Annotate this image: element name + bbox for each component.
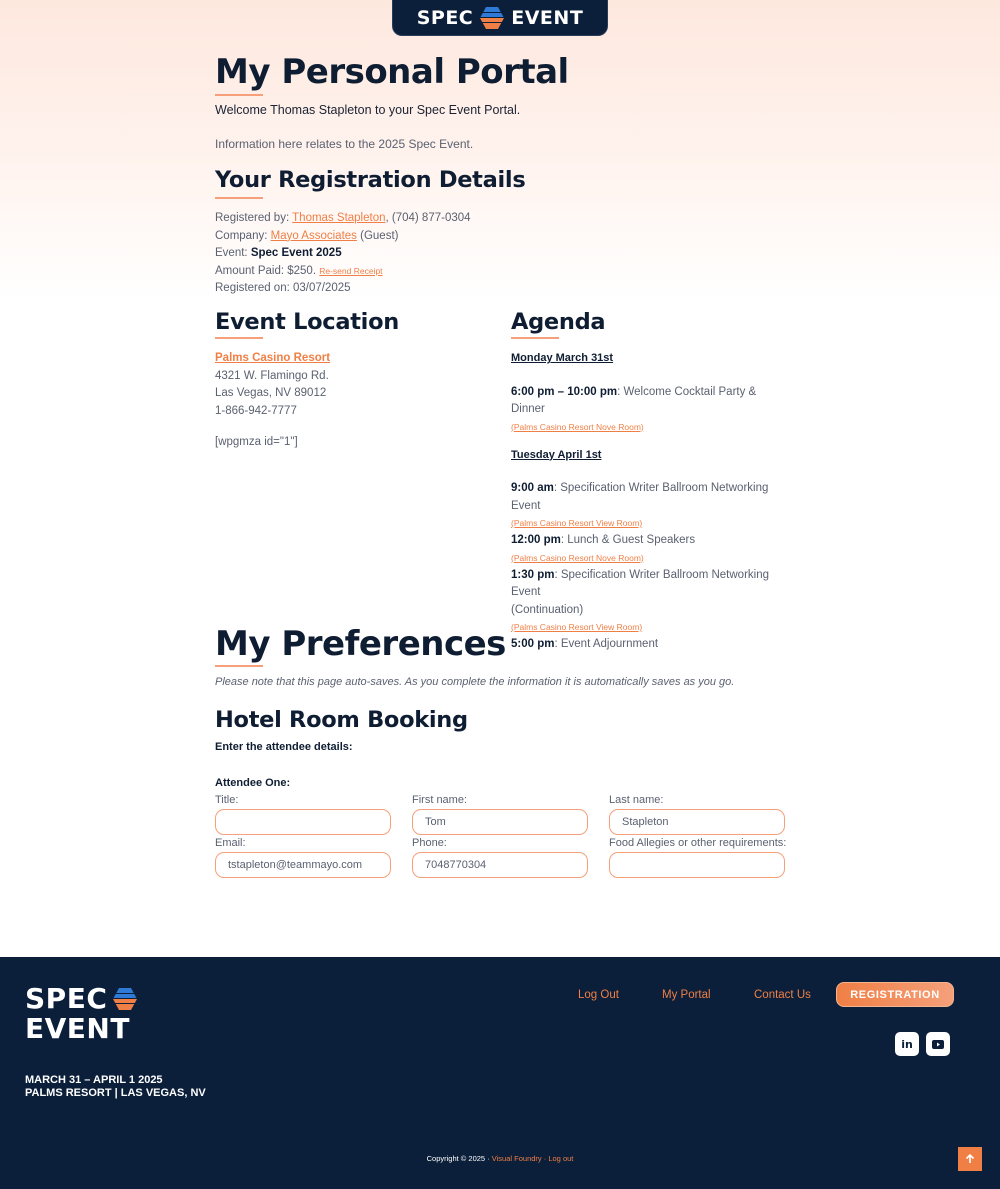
footer-logo-word-event: EVENT bbox=[25, 1012, 130, 1045]
hotel-booking-heading: Hotel Room Booking bbox=[215, 707, 468, 733]
agenda-underline bbox=[511, 337, 559, 339]
email-label: Email: bbox=[215, 837, 246, 849]
email-field[interactable] bbox=[215, 852, 391, 878]
room-link[interactable]: (Palms Casino Resort View Room) bbox=[511, 518, 643, 528]
last-name-field[interactable] bbox=[609, 809, 785, 835]
food-allergies-label: Food Allegies or other requirements: bbox=[609, 837, 787, 849]
page-title: My Personal Portal bbox=[215, 52, 569, 92]
location-underline bbox=[215, 337, 263, 339]
agenda-section bbox=[511, 308, 791, 654]
first-name-label: First name: bbox=[412, 794, 468, 806]
nav-log-out[interactable]: Log Out bbox=[578, 989, 619, 1001]
back-to-top-button[interactable] bbox=[958, 1147, 982, 1171]
registered-by-row: Registered by: Thomas Stapleton, (704) 877-0304 bbox=[215, 212, 471, 224]
registration-button[interactable]: REGISTRATION bbox=[836, 982, 954, 1007]
preferences-heading: My Preferences bbox=[215, 624, 506, 664]
autosave-note: Please note that this page auto-saves. As you complete the information it is automatically saves as you go. bbox=[215, 676, 735, 688]
header-logo[interactable] bbox=[392, 0, 608, 36]
logo-hexagon-icon bbox=[480, 6, 504, 30]
agenda-heading: Agenda bbox=[511, 309, 606, 335]
agenda-item: 12:00 pm: Lunch & Guest Speakers bbox=[511, 534, 696, 546]
room-link[interactable]: (Palms Casino Resort Nove Room) bbox=[511, 552, 644, 563]
food-allergies-field[interactable] bbox=[609, 852, 785, 878]
venue-address-1: 4321 W. Flamingo Rd. bbox=[215, 369, 329, 382]
event-location-section bbox=[215, 308, 495, 452]
location-heading: Event Location bbox=[215, 309, 399, 335]
attendee-label: Attendee One: bbox=[215, 777, 291, 789]
copyright: Copyright © 2025 · Visual Foundry · Log out bbox=[426, 1154, 574, 1163]
agenda-item: 6:00 pm – 10:00 pm: Welcome Cocktail Party & Dinner bbox=[511, 385, 757, 415]
preferences-underline bbox=[215, 665, 263, 667]
amount-row: Amount Paid: $250. Re-send Receipt bbox=[215, 264, 383, 277]
first-name-field[interactable] bbox=[412, 809, 588, 835]
agenda-item: 5:00 pm: Event Adjournment bbox=[511, 638, 659, 650]
last-name-label: Last name: bbox=[609, 794, 664, 806]
registration-heading: Your Registration Details bbox=[215, 167, 526, 193]
title-field[interactable] bbox=[215, 809, 391, 835]
logo-word-event: EVENT bbox=[511, 6, 584, 29]
agenda-day: Monday March 31st bbox=[511, 352, 614, 364]
resend-receipt-link[interactable]: Re-send Receipt bbox=[319, 265, 383, 276]
registrant-link[interactable]: Thomas Stapleton bbox=[292, 212, 386, 224]
title-label: Title: bbox=[215, 794, 239, 806]
company-row: Company: Mayo Associates (Guest) bbox=[215, 229, 399, 242]
room-link[interactable]: (Palms Casino Resort View Room) bbox=[511, 622, 643, 632]
title-underline bbox=[215, 94, 263, 96]
site-footer bbox=[0, 957, 1000, 1189]
visual-foundry-link[interactable]: Visual Foundry bbox=[491, 1154, 542, 1163]
agenda-item: 1:30 pm: Specification Writer Ballroom Networking Event (Continuation) bbox=[511, 568, 769, 616]
event-row: Event: Spec Event 2025 bbox=[215, 247, 342, 259]
agenda-item: 9:00 am: Specification Writer Ballroom Networking Event bbox=[511, 482, 769, 512]
phone-label: Phone: bbox=[412, 837, 447, 849]
venue-link[interactable]: Palms Casino Resort bbox=[215, 352, 331, 364]
registration-details bbox=[215, 210, 471, 298]
registered-on-row: Registered on: 03/07/2025 bbox=[215, 282, 351, 294]
nav-contact-us[interactable]: Contact Us bbox=[754, 989, 811, 1001]
registration-underline bbox=[215, 197, 263, 199]
footer-logo-hexagon-icon bbox=[113, 987, 137, 1011]
phone-field[interactable] bbox=[412, 852, 588, 878]
arrow-up-icon bbox=[965, 1154, 975, 1164]
welcome-text: Welcome Thomas Stapleton to your Spec Event Portal. bbox=[215, 103, 521, 117]
nav-my-portal[interactable]: My Portal bbox=[662, 989, 711, 1001]
agenda-day: Tuesday April 1st bbox=[511, 448, 602, 461]
linkedin-icon[interactable]: in bbox=[895, 1032, 919, 1056]
logo-word-spec: SPEC bbox=[416, 6, 474, 29]
youtube-icon[interactable] bbox=[926, 1032, 950, 1056]
footer-logo-word-spec: SPEC bbox=[25, 982, 108, 1015]
map-shortcode: [wpgmza id="1"] bbox=[215, 436, 298, 448]
event-name: Spec Event 2025 bbox=[250, 247, 342, 259]
company-link[interactable]: Mayo Associates bbox=[270, 229, 357, 242]
footer-logo[interactable] bbox=[25, 982, 137, 1045]
copyright-logout-link[interactable]: Log out bbox=[548, 1154, 574, 1163]
event-dates: MARCH 31 – APRIL 1 2025 PALMS RESORT | LAS VEGAS, NV bbox=[25, 1074, 206, 1099]
info-text: Information here relates to the 2025 Spec Event. bbox=[215, 137, 474, 151]
venue-phone: 1-866-942-7777 bbox=[215, 404, 297, 417]
room-link[interactable]: (Palms Casino Resort Nove Room) bbox=[511, 421, 644, 432]
enter-details-label: Enter the attendee details: bbox=[215, 741, 353, 753]
venue-address-2: Las Vegas, NV 89012 bbox=[215, 387, 327, 399]
